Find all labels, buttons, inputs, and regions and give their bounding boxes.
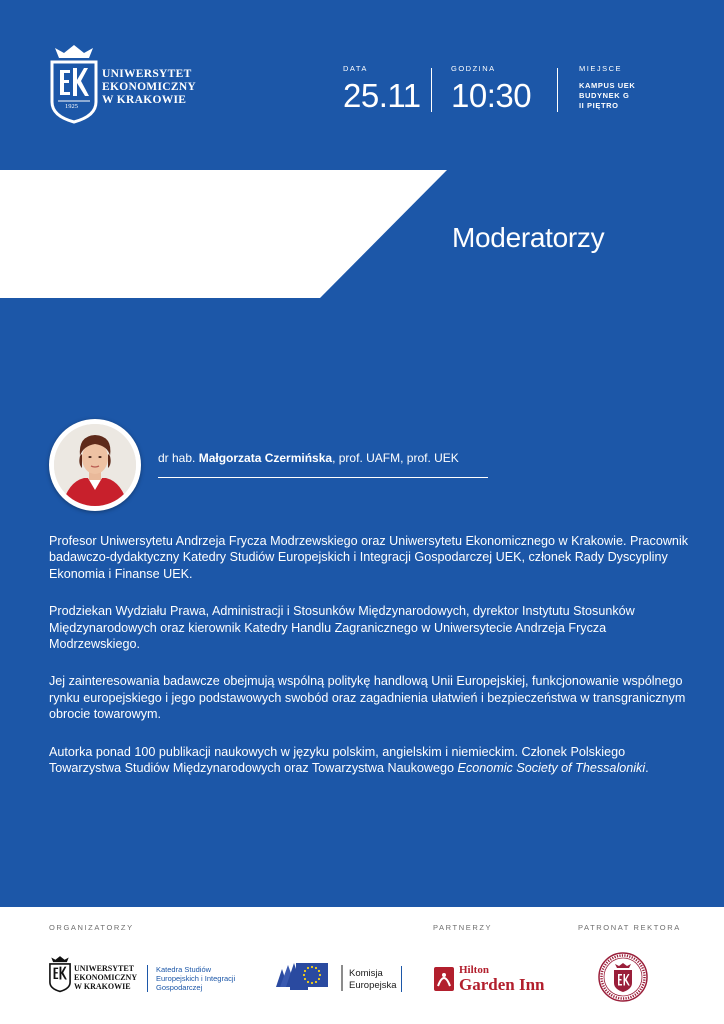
- time-label: GODZINA: [451, 64, 496, 73]
- hilton-garden-inn-icon: [433, 966, 455, 992]
- footer-uek-line: UNIWERSYTET: [74, 964, 135, 973]
- bio-paragraph: Prodziekan Wydziału Prawa, Administracji i Stosunków Międzynarodowych, dyrektor Instytutu Stosunków Międzynarodowych oraz kierownik Katedry Handlu Zagranicznego w Uniwersytecie Andrzeja Frycza Modrzewskiego.: [49, 604, 635, 652]
- speaker-photo-frame: [49, 419, 141, 511]
- speaker-name: Małgorzata Czermińska: [198, 451, 333, 465]
- katedra-line: Europejskich i Integracji: [156, 974, 236, 983]
- patron-label: PATRONAT REKTORA: [578, 923, 681, 932]
- bio-text: Autorka ponad 100 publikacji naukowych w języku polskim, angielskim i niemieckim. Członek Polskiego Towarzystwa Studiów Międzynarodowych oraz Towarzystwa Naukowego: [49, 744, 626, 776]
- speaker-underline: [158, 477, 488, 478]
- uek-crown-icon: [49, 954, 71, 994]
- footer-uek-text: [74, 964, 137, 991]
- eu-commission-icon: [276, 957, 346, 995]
- place-line: II PIĘTRO: [579, 101, 619, 110]
- date-block: [343, 64, 421, 115]
- katedra-line: Katedra Studiów: [156, 965, 212, 974]
- organizers-label: ORGANIZATORZY: [49, 923, 134, 932]
- bio-paragraph: Profesor Uniwersytetu Andrzeja Frycza Modrzewskiego oraz Uniwersytetu Ekonomicznego w Krakowie. Pracownik badawczo-dydaktyczny Katedry Studiów Europejskich i Integracji Gospodarczej UEK, członek Rady Dyscypliny Ekonomia i Finanse UEK.: [49, 534, 689, 581]
- place-line: BUDYNEK G: [579, 91, 630, 100]
- uek-logo-text: [102, 68, 196, 107]
- partners-label: PARTNERZY: [433, 923, 493, 932]
- uek-logo-line: W KRAKOWIE: [102, 94, 187, 106]
- bio-text-end: .: [645, 761, 649, 776]
- white-ribbon-shape: [0, 170, 450, 300]
- bio-paragraph: Jej zainteresowania badawcze obejmują wspólną politykę handlową Unii Europejskiej, funkcjonowanie wspólnego rynku europejskiego i jego podstawowych swobód oraz zagadnienia ułatwień i bezpieczeństwa w transgranicznym obrocie towarowym.: [49, 674, 686, 722]
- katedra-line: Gospodarczej: [156, 983, 203, 992]
- date-value: 25.11: [343, 77, 421, 114]
- speaker-prefix: dr hab.: [158, 451, 199, 465]
- garden-inn-text: Garden Inn: [459, 975, 545, 994]
- footer-uek-line: EKONOMICZNY: [74, 973, 138, 982]
- katedra-logo-text: [147, 965, 235, 992]
- hilton-text: Hilton: [459, 964, 489, 976]
- komisja-line: Komisja: [349, 968, 383, 979]
- place-block: [579, 64, 635, 111]
- time-block: [451, 64, 531, 115]
- speaker-bio: [49, 533, 689, 797]
- divider: [401, 966, 402, 992]
- date-label: DATA: [343, 64, 368, 73]
- komisja-line: Europejska: [349, 980, 397, 991]
- place-line: KAMPUS UEK: [579, 81, 636, 90]
- speaker-name-line: [158, 451, 459, 465]
- time-value: 10:30: [451, 77, 532, 114]
- komisja-text: [349, 968, 397, 992]
- uek-logo-year: 1925: [65, 103, 78, 110]
- bio-society-name: Economic Society of Thessaloniki: [457, 761, 646, 776]
- uek-logo: [50, 44, 230, 124]
- divider: [557, 68, 558, 112]
- footer-uek-logo: [49, 954, 144, 996]
- speaker-titles: , prof. UAFM, prof. UEK: [332, 451, 459, 465]
- uek-logo-line: EKONOMICZNY: [102, 81, 197, 93]
- speaker-photo: [54, 424, 136, 506]
- place-value: [579, 81, 635, 111]
- divider: [431, 68, 432, 112]
- bio-paragraph: [49, 744, 689, 777]
- place-label: MIEJSCE: [579, 64, 623, 73]
- section-title: Moderatorzy: [452, 222, 605, 253]
- footer-uek-line: W KRAKOWIE: [74, 982, 131, 991]
- uek-crown-icon: [50, 44, 98, 124]
- uek-logo-line: UNIWERSYTET: [102, 68, 192, 80]
- uek-rector-seal-icon: [598, 952, 648, 1002]
